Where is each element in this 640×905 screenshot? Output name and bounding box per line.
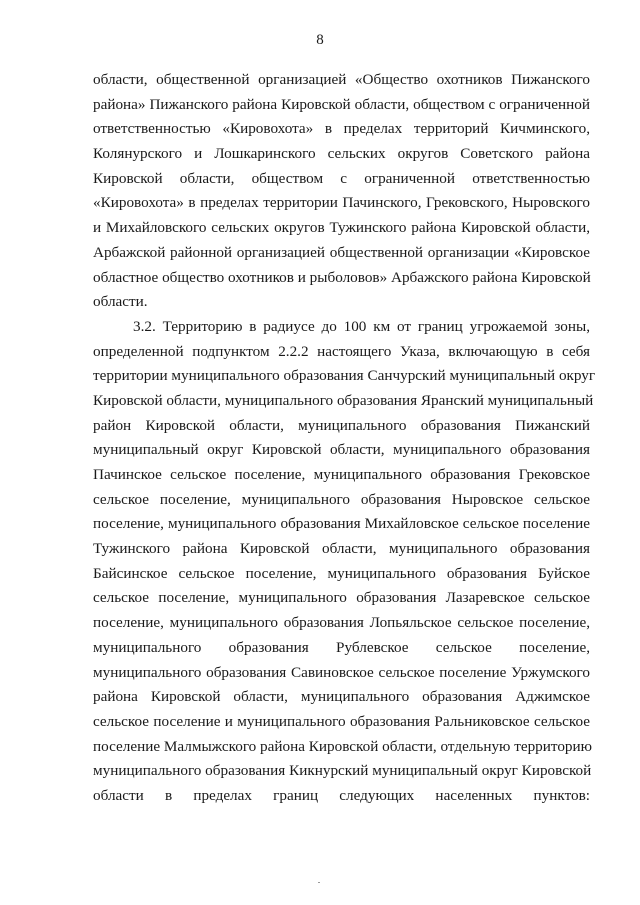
page-number: 8 — [316, 32, 324, 48]
text-line: Тужинского района Кировской области, муниципального образования — [93, 540, 590, 558]
text-line: области в пределах границ следующих населенных пунктов: — [93, 786, 590, 804]
text-line: ответственностью «Кировохота» в пределах территорий Кичминского, — [93, 120, 590, 138]
text-line: поселение Малмыжского района Кировской области, отдельную территорию — [93, 737, 592, 755]
text-line: сельское поселение, муниципального образования Лазаревское сельское — [93, 589, 590, 607]
text-line: и Михайловского сельских округов Тужинского района Кировской области, — [93, 219, 590, 237]
text-line: поселение, муниципального образования Михайловское сельское поселение — [93, 515, 590, 533]
text-line: района» Пижанского района Кировской области, обществом с ограниченной — [93, 95, 590, 113]
text-line: Пачинское сельское поселение, муниципального образования Грековское — [93, 466, 590, 483]
document-body — [93, 68, 596, 809]
text-line: сельское поселение и муниципального образования Ральниковское сельское — [93, 712, 590, 730]
text-line: муниципального образования Кикнурский муниципальный округ Кировской — [93, 762, 592, 780]
paragraph-2 — [93, 315, 596, 809]
text-line: поселение, муниципального образования Лопьяльское сельское поселение, — [93, 614, 590, 632]
text-line: областное общество охотников и рыболовов» Арбажского района Кировской — [93, 268, 591, 286]
text-line: области. — [93, 293, 148, 311]
text-line: муниципального образования Савиновское сельское поселение Уржумского — [93, 663, 590, 681]
scan-speck — [318, 882, 320, 883]
text-line: 3.2. Территорию в радиусе до 100 км от границ угрожаемой зоны, — [133, 317, 590, 335]
text-line: сельское поселение, муниципального образования Ныровское сельское — [93, 490, 590, 508]
text-line: определенной подпунктом 2.2.2 настоящего Указа, включающую в себя — [93, 342, 590, 360]
text-line: Арбажской районной организацией общественной организации «Кировское — [93, 243, 590, 261]
text-line: Кировской области, обществом с ограниченной ответственностью — [93, 169, 590, 187]
text-line: «Кировохота» в пределах территории Пачинского, Грековского, Ныровского — [93, 194, 590, 212]
text-line: Байсинское сельское поселение, муниципального образования Буйское — [93, 564, 590, 582]
text-line: Колянурского и Лошкаринского сельских округов Советского района — [93, 145, 590, 163]
text-line: район Кировской области, муниципального образования Пижанский — [93, 416, 590, 434]
text-line: муниципальный округ Кировской области, муниципального образования — [93, 441, 590, 459]
text-line: района Кировской области, муниципального образования Аджимское — [93, 688, 590, 706]
text-line: области, общественной организацией «Общество охотников Пижанского — [93, 71, 590, 88]
text-line: территории муниципального образования Санчурский муниципальный округ — [93, 367, 596, 385]
paragraph-1 — [93, 68, 590, 315]
text-line: муниципального образования Рублевское сельское поселение, — [93, 638, 590, 656]
text-line: Кировской области, муниципального образования Яранский муниципальный — [93, 391, 594, 409]
